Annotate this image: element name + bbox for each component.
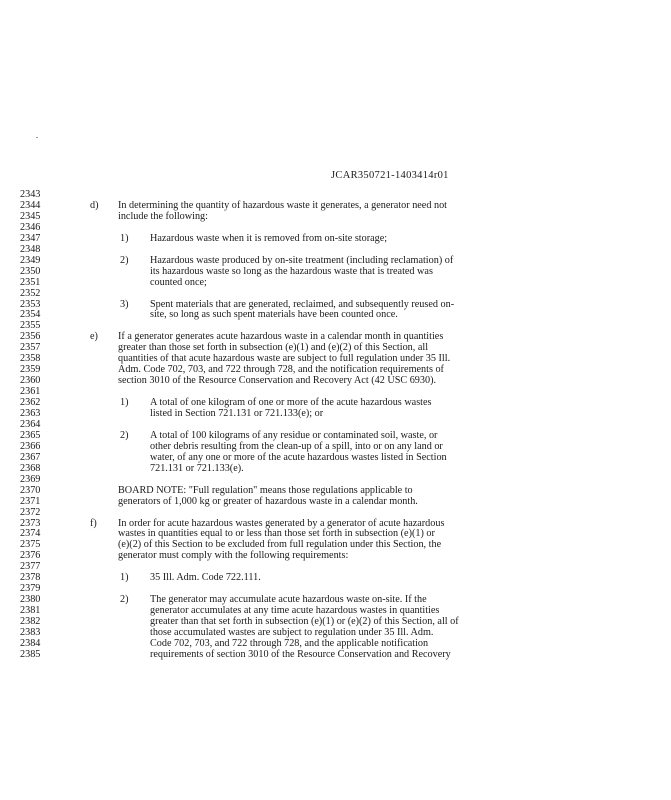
line-number: 2369 [20, 473, 41, 485]
line-number: 2376 [20, 550, 41, 562]
line-number: 2374 [20, 528, 41, 540]
line-number: 2368 [20, 462, 41, 474]
line-number: 2355 [20, 320, 41, 332]
line-text: quantities of that acute hazardous waste are subject to full regulation under 35 Ill. [118, 353, 451, 365]
subsection-label: 1) [120, 232, 129, 244]
line-number: 2383 [20, 627, 41, 638]
line-number: 2353 [20, 298, 41, 310]
line-number: 2378 [20, 572, 41, 584]
line-number: 2385 [20, 648, 41, 660]
line-text: wastes in quantities equal to or less than those set forth in subsection (e)(1) or [118, 528, 435, 540]
line-number: 2361 [20, 386, 41, 398]
scan-speck [36, 137, 38, 138]
line-number: 2366 [20, 440, 41, 452]
line-number: 2358 [20, 353, 41, 365]
line-text: Spent materials that are generated, reclaimed, and subsequently reused on- [150, 298, 455, 310]
subsection-label: d) [90, 199, 99, 211]
line-text: 721.131 or 721.133(e). [150, 462, 244, 474]
line-number: 2351 [20, 276, 41, 288]
subsection-label: 2) [120, 254, 129, 266]
line-text: Hazardous waste produced by on-site treatment (including reclamation) of [150, 254, 454, 266]
document-header-code: JCAR350721-1403414r01 [331, 170, 449, 181]
line-number: 2357 [20, 342, 41, 354]
line-number: 2349 [20, 254, 41, 266]
line-number: 2348 [20, 243, 41, 255]
line-text: greater than those set forth in subsection (e)(1) and (e)(2) of this Section, all [118, 342, 429, 354]
line-text: In determining the quantity of hazardous waste it generates, a generator need not [118, 199, 447, 211]
line-number: 2345 [20, 210, 41, 222]
line-text: site, so long as such spent materials have been counted once. [150, 309, 398, 321]
line-number: 2377 [20, 561, 41, 573]
line-number: 2384 [20, 637, 41, 649]
line-text: Adm. Code 702, 703, and 722 through 728, and the notification requirements of [118, 364, 444, 376]
line-number: 2371 [20, 495, 41, 507]
line-number: 2354 [20, 309, 41, 321]
line-number: 2352 [20, 287, 41, 299]
line-text: include the following: [118, 210, 208, 222]
line-number: 2379 [20, 583, 41, 595]
line-number: 2375 [20, 539, 41, 551]
line-number: 2344 [20, 199, 41, 211]
line-number: 2370 [20, 484, 41, 496]
line-number: 2372 [20, 506, 41, 518]
line-number: 2346 [20, 221, 41, 233]
line-text: section 3010 of the Resource Conservation and Recovery Act (42 USC 6930). [118, 375, 437, 387]
line-number: 2356 [20, 331, 41, 343]
subsection-label: 1) [120, 572, 129, 584]
line-number: 2363 [20, 408, 41, 419]
line-number: 2343 [20, 189, 41, 200]
line-text: requirements of section 3010 of the Resource Conservation and Recovery [150, 648, 451, 660]
line-text: generator accumulates at any time acute hazardous wastes in quantities [150, 605, 440, 617]
line-number: 2350 [20, 265, 41, 277]
line-text: 35 Ill. Adm. Code 722.111. [150, 572, 261, 584]
subsection-label: 1) [120, 397, 129, 409]
line-number: 2380 [20, 594, 41, 606]
line-text: other debris resulting from the clean-up of a spill, into or on any land or [150, 440, 443, 452]
line-text: If a generator generates acute hazardous waste in a calendar month in quantities [118, 331, 444, 343]
line-text: Code 702, 703, and 722 through 728, and the applicable notification [150, 637, 429, 649]
line-text: generator must comply with the following requirements: [118, 550, 349, 562]
line-text: A total of 100 kilograms of any residue or contaminated soil, waste, or [150, 429, 438, 441]
line-text: The generator may accumulate acute hazardous waste on-site. If the [150, 594, 427, 606]
subsection-label: f) [90, 517, 97, 529]
line-text: water, of any one or more of the acute hazardous wastes listed in Section [150, 451, 447, 463]
subsection-label: 2) [120, 429, 129, 441]
line-text: In order for acute hazardous wastes generated by a generator of acute hazardous [118, 517, 445, 529]
line-text: A total of one kilogram of one or more of the acute hazardous wastes [150, 397, 432, 409]
line-number: 2360 [20, 375, 41, 387]
line-text: (e)(2) of this Section to be excluded from full regulation under this Section, the [118, 539, 442, 551]
line-text: generators of 1,000 kg or greater of hazardous waste in a calendar month. [118, 495, 418, 507]
line-number: 2347 [20, 232, 41, 244]
subsection-label: e) [90, 331, 98, 343]
line-number: 2373 [20, 517, 41, 529]
line-number: 2359 [20, 364, 41, 376]
line-text: BOARD NOTE: "Full regulation" means those regulations applicable to [118, 484, 413, 496]
line-number: 2381 [20, 605, 41, 617]
line-text: counted once; [150, 276, 207, 288]
line-number: 2382 [20, 616, 41, 628]
line-text: listed in Section 721.131 or 721.133(e); or [150, 408, 324, 419]
line-text: its hazardous waste so long as the hazardous waste that is treated was [150, 265, 433, 277]
line-number: 2365 [20, 429, 41, 441]
subsection-label: 3) [120, 298, 129, 310]
line-number: 2362 [20, 397, 41, 409]
subsection-label: 2) [120, 594, 129, 606]
line-number: 2367 [20, 451, 41, 463]
line-number: 2364 [20, 418, 41, 430]
line-text: those accumulated wastes are subject to regulation under 35 Ill. Adm. [150, 627, 434, 638]
line-text: Hazardous waste when it is removed from on-site storage; [150, 232, 388, 244]
line-text: greater than that set forth in subsection (e)(1) or (e)(2) of this Section, all of [150, 616, 459, 628]
